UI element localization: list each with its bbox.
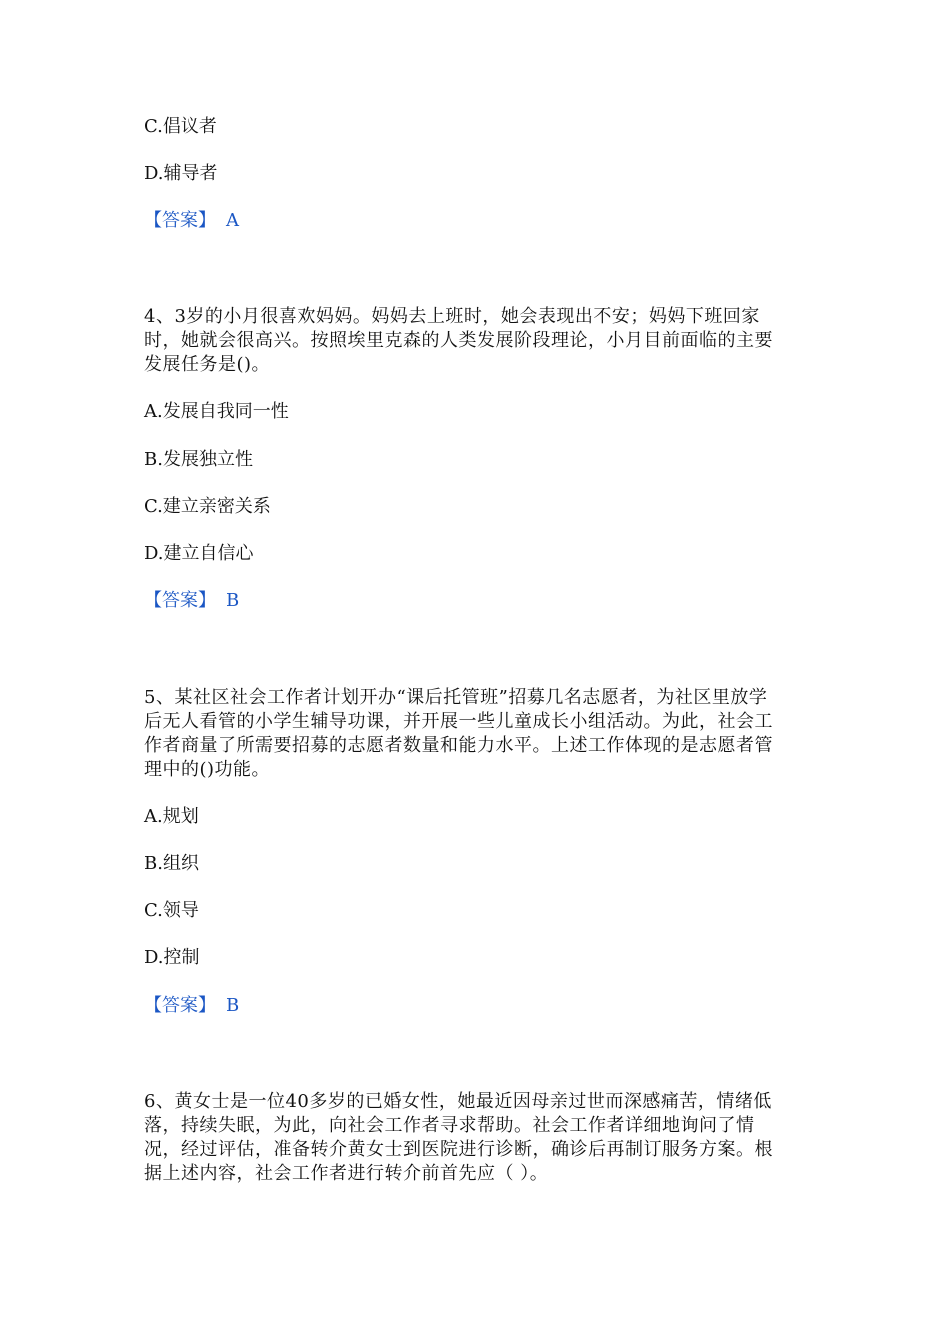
answer-value: B [226, 995, 240, 1016]
question-5-stem-line: 5、某社区社会工作者计划开办“课后托管班”招募几名志愿者，为社区里放学 [144, 687, 768, 708]
question-5-option-c: C.领导 [144, 900, 199, 921]
question-5-answer-line [144, 994, 239, 1018]
question-5-option-b: B.组织 [144, 853, 199, 874]
question-4-option-a: A.发展自我同一性 [144, 401, 289, 422]
question-4-option-c: C.建立亲密关系 [144, 496, 271, 517]
question-5-option-a: A.规划 [144, 806, 199, 827]
question-4-stem-line: 发展任务是()。 [144, 354, 271, 375]
answer-label: 【答案】 [144, 590, 216, 611]
question-4-option-d: D.建立自信心 [144, 543, 254, 564]
question-6-stem-line: 落，持续失眠，为此，向社会工作者寻求帮助。社会工作者详细地询问了情 [144, 1115, 755, 1136]
answer-label: 【答案】 [144, 210, 216, 231]
answer-value: A [226, 210, 239, 231]
question-6-stem-line: 据上述内容，社会工作者进行转介前首先应（ ）。 [144, 1163, 549, 1184]
question-5-stem-line: 理中的()功能。 [144, 759, 271, 780]
answer-value: B [226, 590, 240, 611]
question-5-stem-line: 后无人看管的小学生辅导功课，并开展一些儿童成长小组活动。为此，社会工 [144, 711, 773, 732]
question-4-stem-line: 时，她就会很高兴。按照埃里克森的人类发展阶段理论，小月目前面临的主要 [144, 330, 773, 351]
question-6-stem-line: 况，经过评估，准备转介黄女士到医院进行诊断，确诊后再制订服务方案。根 [144, 1139, 773, 1160]
option-c: C.倡议者 [144, 116, 217, 137]
question-4-option-b: B.发展独立性 [144, 449, 253, 470]
question-6-stem-line: 6、黄女士是一位40多岁的已婚女性，她最近因母亲过世而深感痛苦，情绪低 [144, 1091, 772, 1112]
answer-label: 【答案】 [144, 995, 216, 1016]
question-4-answer-line [144, 589, 239, 613]
answer-line [144, 209, 239, 233]
question-5-option-d: D.控制 [144, 947, 200, 968]
option-d: D.辅导者 [144, 163, 218, 184]
question-4-stem-line: 4、3岁的小月很喜欢妈妈。妈妈去上班时，她会表现出不安；妈妈下班回家 [144, 306, 760, 327]
question-5-stem-line: 作者商量了所需要招募的志愿者数量和能力水平。上述工作体现的是志愿者管 [144, 735, 773, 756]
